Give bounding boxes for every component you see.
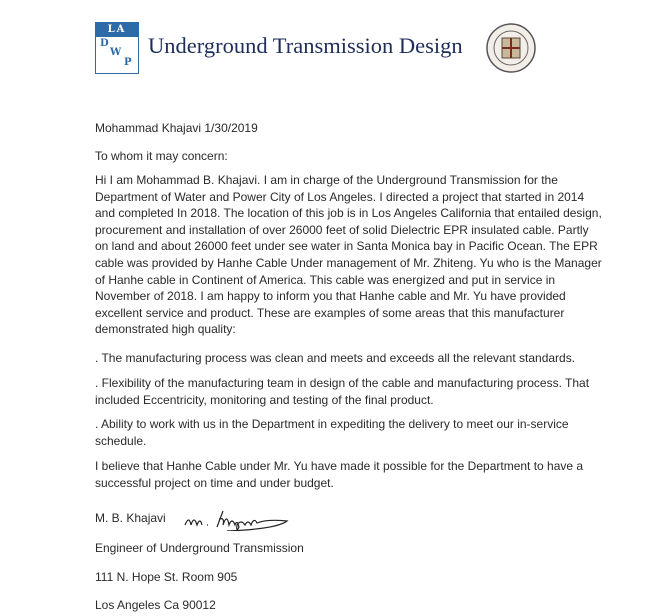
body-line: procurement and installation of over 26000 feet of solid Dielectric EPR insulated cable. Partly <box>95 222 589 237</box>
bullet-1: . The manufacturing process was clean and meets and exceeds all the relevant standards. <box>95 351 576 365</box>
logo-la: LA <box>96 23 138 37</box>
city-seal-icon <box>485 22 537 74</box>
body-line: demonstrated high quality: <box>95 322 236 337</box>
letterhead-title: Underground Transmission Design <box>148 33 463 58</box>
bullet-2-cont: included Eccentricity, monitoring and testing of the final product. <box>95 392 434 407</box>
body-line: excellent service and product. These are examples of some areas that this manufacturer <box>95 305 565 320</box>
closing-cont: successful project on time and under budget. <box>95 475 334 490</box>
signature-name: M. B. Khajavi <box>95 511 166 525</box>
body-line: November of 2018. I am happy to inform you that Hanhe cable and Mr. Yu have provided <box>95 289 566 304</box>
body-line: Hi I am Mohammad B. Khajavi. I am in charge of the Underground Transmission for the <box>95 173 558 187</box>
from-line: Mohammad Khajavi 1/30/2019 <box>95 121 258 135</box>
body-line: and completed In 2018. The location of this job is in Los Angeles California that entailed design, <box>95 206 602 221</box>
bullet-3: . Ability to work with us in the Department in expediting the delivery to meet our in-service <box>95 417 569 431</box>
body-line: of Hanhe cable in Continent of America. This cable was energized and put in service in <box>95 272 556 287</box>
salutation: To whom it may concern: <box>95 149 228 163</box>
closing: I believe that Hanhe Cable under Mr. Yu have made it possible for the Department to have a <box>95 459 584 473</box>
logo-w: W <box>110 47 122 58</box>
bullet-2: . Flexibility of the manufacturing team in design of the cable and manufacturing process. That <box>95 376 590 390</box>
signer-title: Engineer of Underground Transmission <box>95 541 304 555</box>
body-line: on land and about 26000 feet under see water in Santa Monica bay in Pacific Ocean. The EPR <box>95 239 598 254</box>
logo-d: D <box>100 38 109 49</box>
logo-p: P <box>124 57 132 68</box>
address-line-1: 111 N. Hope St. Room 905 <box>95 570 238 584</box>
bullet-3-cont: schedule. <box>95 433 147 448</box>
body-line: Department of Water and Power City of Los Angeles. I directed a project that started in 2014 <box>95 189 585 204</box>
ladwp-logo <box>95 22 139 74</box>
body-line: cable was provided by Hanhe Cable Under management of Mr. Zhiteng. Yu who is the Manager <box>95 256 602 270</box>
address-line-2: Los Angeles Ca 90012 <box>95 598 216 612</box>
handwritten-signature <box>183 505 298 531</box>
